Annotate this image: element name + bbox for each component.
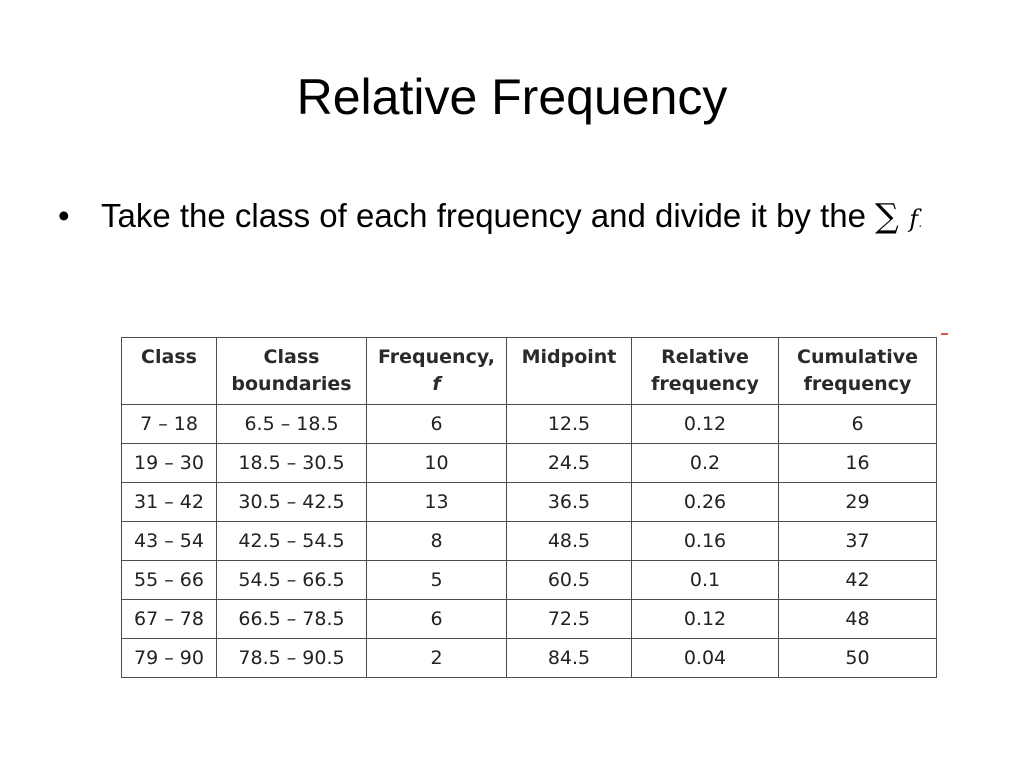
red-accent-mark — [941, 333, 948, 335]
cell-relative-frequency: 0.26 — [632, 483, 779, 522]
cell-cumulative-frequency: 37 — [779, 522, 937, 561]
cell-class: 7 – 18 — [122, 405, 217, 444]
cell-class-boundaries: 42.5 – 54.5 — [217, 522, 367, 561]
cell-class: 67 – 78 — [122, 600, 217, 639]
bullet-text-body: Take the class of each frequency and divide it by the — [101, 197, 876, 234]
cell-class-boundaries: 18.5 – 30.5 — [217, 444, 367, 483]
frequency-table-container — [121, 337, 936, 678]
cell-relative-frequency: 0.1 — [632, 561, 779, 600]
cell-frequency: 2 — [367, 639, 507, 678]
cell-midpoint: 48.5 — [507, 522, 632, 561]
cell-class: 19 – 30 — [122, 444, 217, 483]
formula-period: . — [918, 215, 923, 231]
cell-class-boundaries: 78.5 – 90.5 — [217, 639, 367, 678]
cell-frequency: 8 — [367, 522, 507, 561]
cell-midpoint: 60.5 — [507, 561, 632, 600]
table-row — [122, 561, 937, 600]
cell-frequency: 5 — [367, 561, 507, 600]
table-header-row — [122, 338, 937, 405]
cell-midpoint: 84.5 — [507, 639, 632, 678]
table-row — [122, 405, 937, 444]
cell-midpoint: 36.5 — [507, 483, 632, 522]
cell-class-boundaries: 6.5 – 18.5 — [217, 405, 367, 444]
f-variable: f — [909, 205, 919, 233]
header-class: Class — [122, 338, 217, 405]
frequency-table — [121, 337, 937, 678]
header-midpoint: Midpoint — [507, 338, 632, 405]
cell-class: 31 – 42 — [122, 483, 217, 522]
cell-relative-frequency: 0.16 — [632, 522, 779, 561]
cell-cumulative-frequency: 6 — [779, 405, 937, 444]
cell-midpoint: 12.5 — [507, 405, 632, 444]
cell-frequency: 10 — [367, 444, 507, 483]
cell-class-boundaries: 30.5 – 42.5 — [217, 483, 367, 522]
cell-cumulative-frequency: 16 — [779, 444, 937, 483]
header-class-boundaries: Class boundaries — [217, 338, 367, 405]
table-row — [122, 639, 937, 678]
cell-cumulative-frequency: 29 — [779, 483, 937, 522]
cell-class-boundaries: 54.5 – 66.5 — [217, 561, 367, 600]
cell-midpoint: 24.5 — [507, 444, 632, 483]
sigma-symbol: ∑ — [875, 196, 899, 235]
table-row — [122, 483, 937, 522]
sum-of-f-formula — [875, 196, 922, 235]
cell-relative-frequency: 0.2 — [632, 444, 779, 483]
table-row — [122, 444, 937, 483]
table-row — [122, 600, 937, 639]
slide-title: Relative Frequency — [296, 69, 728, 125]
cell-frequency: 6 — [367, 405, 507, 444]
header-cumulative-frequency: Cumulative frequency — [779, 338, 937, 405]
cell-frequency: 13 — [367, 483, 507, 522]
cell-relative-frequency: 0.12 — [632, 600, 779, 639]
bullet-dot-icon: • — [58, 197, 70, 234]
cell-class: 79 – 90 — [122, 639, 217, 678]
table-row — [122, 522, 937, 561]
cell-cumulative-frequency: 42 — [779, 561, 937, 600]
bullet-text — [101, 190, 951, 249]
cell-midpoint: 72.5 — [507, 600, 632, 639]
cell-cumulative-frequency: 50 — [779, 639, 937, 678]
cell-frequency: 6 — [367, 600, 507, 639]
header-relative-frequency: Relative frequency — [632, 338, 779, 405]
cell-class: 43 – 54 — [122, 522, 217, 561]
cell-class-boundaries: 66.5 – 78.5 — [217, 600, 367, 639]
cell-cumulative-frequency: 48 — [779, 600, 937, 639]
cell-class: 55 – 66 — [122, 561, 217, 600]
cell-relative-frequency: 0.04 — [632, 639, 779, 678]
header-frequency: Frequency, f — [367, 338, 507, 405]
cell-relative-frequency: 0.12 — [632, 405, 779, 444]
